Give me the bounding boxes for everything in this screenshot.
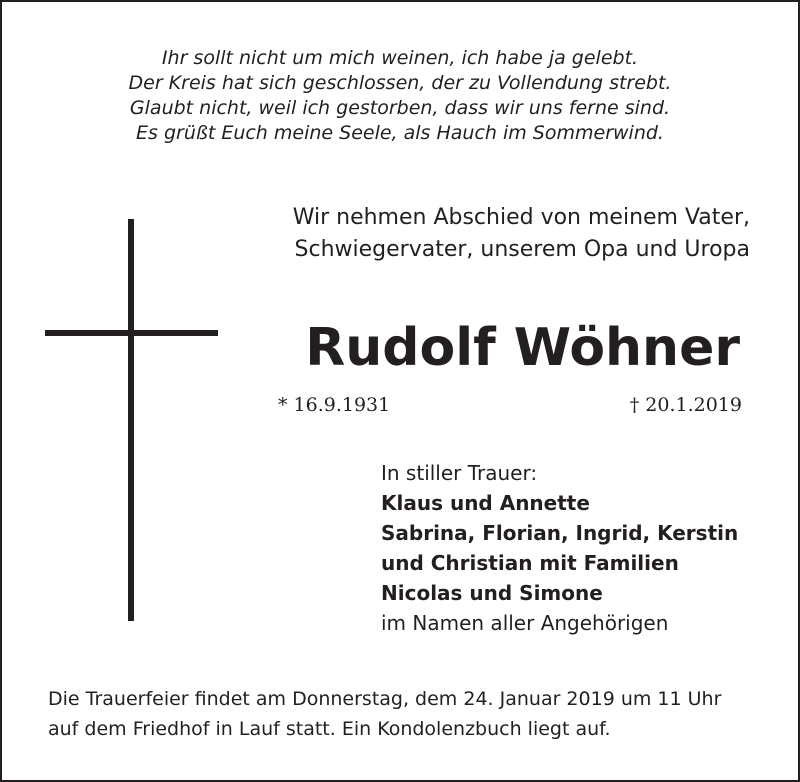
funeral-line: Die Trauerfeier findet am Donnerstag, dem 24. Januar 2019 um 11 Uhr	[48, 688, 722, 710]
farewell-text	[293, 202, 750, 266]
farewell-line: Schwiegervater, unserem Opa und Uropa	[294, 237, 750, 262]
mourner-names-line: und Christian mit Familien	[381, 551, 679, 575]
cross-horizontal-bar	[45, 330, 218, 336]
poem-line: Glaubt nicht, weil ich gestorben, dass wir uns ferne sind.	[129, 97, 671, 119]
poem	[2, 46, 798, 146]
cross-vertical-bar	[128, 219, 134, 621]
birth-date: * 16.9.1931	[278, 394, 391, 416]
death-date: † 20.1.2019	[629, 394, 742, 416]
mourner-names-line: Nicolas und Simone	[381, 581, 603, 605]
poem-line: Es grüßt Euch meine Seele, als Hauch im Sommerwind.	[136, 122, 664, 144]
poem-line: Ihr sollt nicht um mich weinen, ich habe ja gelebt.	[161, 47, 639, 69]
mourners-intro: In stiller Trauer:	[381, 461, 538, 485]
farewell-line: Wir nehmen Abschied von meinem Vater,	[292, 205, 750, 230]
mourner-names-line: Klaus und Annette	[381, 491, 590, 515]
mourner-names-line: Sabrina, Florian, Ingrid, Kerstin	[381, 521, 739, 545]
funeral-line: auf dem Friedhof in Lauf statt. Ein Kondolenzbuch liegt auf.	[48, 718, 611, 740]
deceased-name: Rudolf Wöhner	[305, 318, 740, 378]
funeral-info	[48, 684, 721, 744]
mourners	[381, 458, 738, 638]
life-dates	[278, 390, 742, 420]
poem-line: Der Kreis hat sich geschlossen, der zu Vollendung strebt.	[128, 72, 672, 94]
mourners-outro: im Namen aller Angehörigen	[381, 611, 669, 635]
